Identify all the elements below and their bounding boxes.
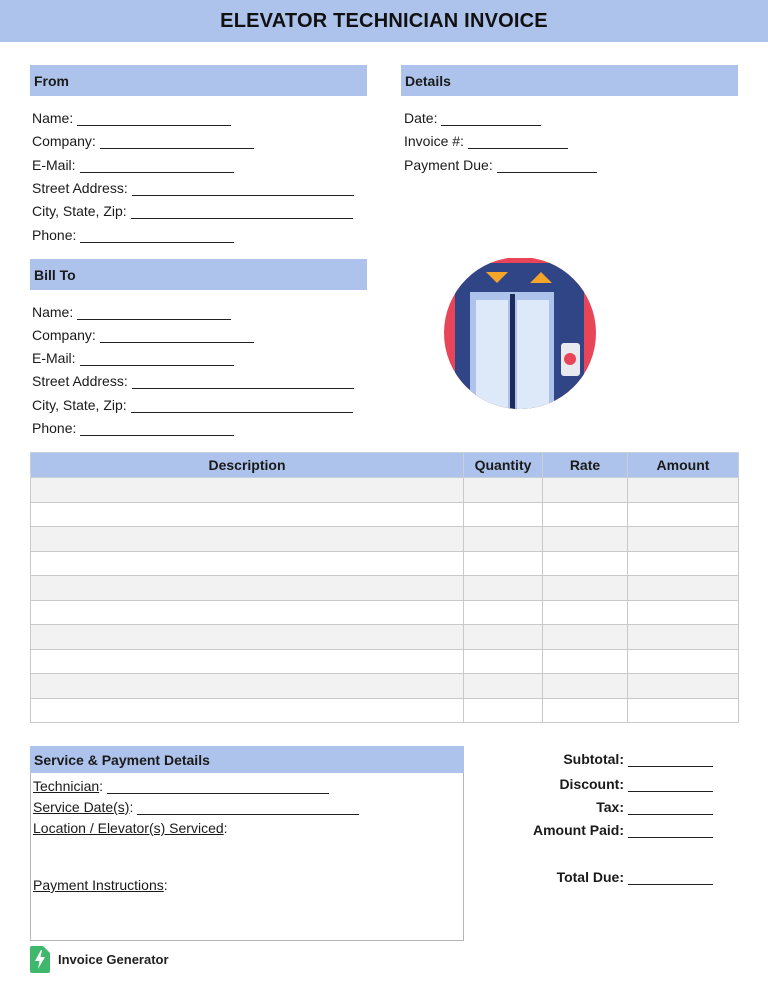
field-label: Name: bbox=[32, 304, 74, 320]
colon: : bbox=[619, 869, 624, 885]
table-header-row bbox=[31, 453, 739, 478]
amount-cell[interactable] bbox=[628, 649, 739, 674]
table-row bbox=[31, 478, 739, 503]
payment-due-field[interactable] bbox=[404, 157, 597, 173]
rate-cell[interactable] bbox=[543, 478, 628, 503]
amount-cell[interactable] bbox=[628, 576, 739, 601]
rate-cell[interactable] bbox=[543, 600, 628, 625]
description-cell[interactable] bbox=[31, 698, 464, 723]
quantity-cell[interactable] bbox=[464, 674, 543, 699]
description-cell[interactable] bbox=[31, 625, 464, 650]
table-row bbox=[31, 625, 739, 650]
table-row bbox=[31, 649, 739, 674]
rate-cell[interactable] bbox=[543, 674, 628, 699]
field-label: Phone: bbox=[32, 420, 77, 436]
table-row bbox=[31, 576, 739, 601]
title-bar bbox=[0, 0, 768, 42]
colon: : bbox=[99, 778, 104, 794]
invoice-title: ELEVATOR TECHNICIAN INVOICE bbox=[220, 9, 548, 32]
discount-field[interactable] bbox=[559, 776, 713, 792]
table-row bbox=[31, 527, 739, 552]
rate-cell[interactable] bbox=[543, 502, 628, 527]
field-label: Payment Instructions bbox=[33, 877, 164, 893]
total-due-field[interactable] bbox=[557, 869, 713, 885]
from-name-field[interactable] bbox=[32, 110, 231, 126]
brand-name: Invoice Generator bbox=[58, 952, 169, 967]
description-cell[interactable] bbox=[31, 600, 464, 625]
quantity-cell[interactable] bbox=[464, 527, 543, 552]
field-label: Phone: bbox=[32, 227, 77, 243]
service-dates-field[interactable] bbox=[33, 799, 359, 815]
field-label: Street Address: bbox=[32, 373, 128, 389]
description-cell[interactable] bbox=[31, 502, 464, 527]
elevator-icon bbox=[440, 258, 600, 414]
field-label: Date: bbox=[404, 110, 438, 126]
field-label: Technician bbox=[33, 778, 100, 794]
quantity-cell[interactable] bbox=[464, 649, 543, 674]
description-cell[interactable] bbox=[31, 576, 464, 601]
payment-instructions-field[interactable] bbox=[33, 877, 168, 893]
subtotal-field[interactable] bbox=[563, 751, 713, 767]
bill-phone-field[interactable] bbox=[32, 420, 234, 436]
amount-cell[interactable] bbox=[628, 625, 739, 650]
description-cell[interactable] bbox=[31, 551, 464, 576]
column-header-rate: Rate bbox=[543, 453, 628, 478]
amount-cell[interactable] bbox=[628, 698, 739, 723]
bill-street-field[interactable] bbox=[32, 373, 354, 389]
line-items-table bbox=[30, 452, 739, 723]
description-cell[interactable] bbox=[31, 674, 464, 699]
quantity-cell[interactable] bbox=[464, 478, 543, 503]
quantity-cell[interactable] bbox=[464, 551, 543, 576]
table-row bbox=[31, 600, 739, 625]
total-due-label: Total Due bbox=[556, 869, 620, 885]
technician-field[interactable] bbox=[33, 778, 329, 794]
amount-paid-label: Amount Paid bbox=[532, 822, 620, 838]
column-header-description: Description bbox=[31, 453, 464, 478]
amount-cell[interactable] bbox=[628, 674, 739, 699]
details-heading: Details bbox=[401, 65, 738, 96]
colon: : bbox=[223, 820, 228, 836]
rate-cell[interactable] bbox=[543, 527, 628, 552]
description-cell[interactable] bbox=[31, 649, 464, 674]
colon: : bbox=[619, 799, 624, 815]
service-payment-box bbox=[30, 746, 464, 941]
rate-cell[interactable] bbox=[543, 698, 628, 723]
quantity-cell[interactable] bbox=[464, 502, 543, 527]
invoice-number-field[interactable] bbox=[404, 133, 568, 149]
table-row bbox=[31, 674, 739, 699]
amount-cell[interactable] bbox=[628, 502, 739, 527]
rate-cell[interactable] bbox=[543, 551, 628, 576]
field-label: Company: bbox=[32, 133, 96, 149]
quantity-cell[interactable] bbox=[464, 625, 543, 650]
column-header-amount: Amount bbox=[628, 453, 739, 478]
colon: : bbox=[163, 877, 168, 893]
colon: : bbox=[619, 822, 624, 838]
quantity-cell[interactable] bbox=[464, 576, 543, 601]
subtotal-label: Subtotal bbox=[563, 751, 620, 767]
field-label: Invoice #: bbox=[404, 133, 464, 149]
rate-cell[interactable] bbox=[543, 576, 628, 601]
amount-cell[interactable] bbox=[628, 527, 739, 552]
table-row bbox=[31, 698, 739, 723]
field-label: E-Mail: bbox=[32, 350, 76, 366]
amount-cell[interactable] bbox=[628, 551, 739, 576]
from-email-field[interactable] bbox=[32, 157, 234, 173]
description-cell[interactable] bbox=[31, 527, 464, 552]
field-label: Service Date(s) bbox=[33, 799, 130, 815]
invoice-generator-logo-icon bbox=[30, 946, 50, 973]
colon: : bbox=[619, 776, 624, 792]
column-header-quantity: Quantity bbox=[464, 453, 543, 478]
amount-paid-field[interactable] bbox=[533, 822, 713, 838]
from-phone-field[interactable] bbox=[32, 227, 234, 243]
location-field[interactable] bbox=[33, 820, 228, 836]
table-row bbox=[31, 551, 739, 576]
from-city-field[interactable] bbox=[32, 203, 353, 219]
field-label: Name: bbox=[32, 110, 74, 126]
amount-cell[interactable] bbox=[628, 600, 739, 625]
amount-cell[interactable] bbox=[628, 478, 739, 503]
colon: : bbox=[619, 751, 624, 767]
tax-field[interactable] bbox=[596, 799, 713, 815]
service-heading: Service & Payment Details bbox=[30, 746, 464, 773]
from-street-field[interactable] bbox=[32, 180, 354, 196]
from-company-field[interactable] bbox=[32, 133, 254, 149]
date-field[interactable] bbox=[404, 110, 541, 126]
quantity-cell[interactable] bbox=[464, 698, 543, 723]
field-label: Location / Elevator(s) Serviced bbox=[33, 820, 224, 836]
field-label: Street Address: bbox=[32, 180, 128, 196]
description-cell[interactable] bbox=[31, 478, 464, 503]
quantity-cell[interactable] bbox=[464, 600, 543, 625]
bill-email-field[interactable] bbox=[32, 350, 234, 366]
from-heading: From bbox=[30, 65, 367, 96]
field-label: E-Mail: bbox=[32, 157, 76, 173]
rate-cell[interactable] bbox=[543, 625, 628, 650]
field-label: Company: bbox=[32, 327, 96, 343]
table-row bbox=[31, 502, 739, 527]
bill-name-field[interactable] bbox=[32, 304, 231, 320]
colon: : bbox=[129, 799, 134, 815]
tax-label: Tax bbox=[596, 799, 620, 815]
bill-company-field[interactable] bbox=[32, 327, 254, 343]
bill-city-field[interactable] bbox=[32, 397, 353, 413]
field-label: City, State, Zip: bbox=[32, 203, 127, 219]
discount-label: Discount bbox=[559, 776, 620, 792]
field-label: Payment Due: bbox=[404, 157, 493, 173]
bill-to-heading: Bill To bbox=[30, 259, 367, 290]
field-label: City, State, Zip: bbox=[32, 397, 127, 413]
footer bbox=[30, 946, 169, 973]
rate-cell[interactable] bbox=[543, 649, 628, 674]
